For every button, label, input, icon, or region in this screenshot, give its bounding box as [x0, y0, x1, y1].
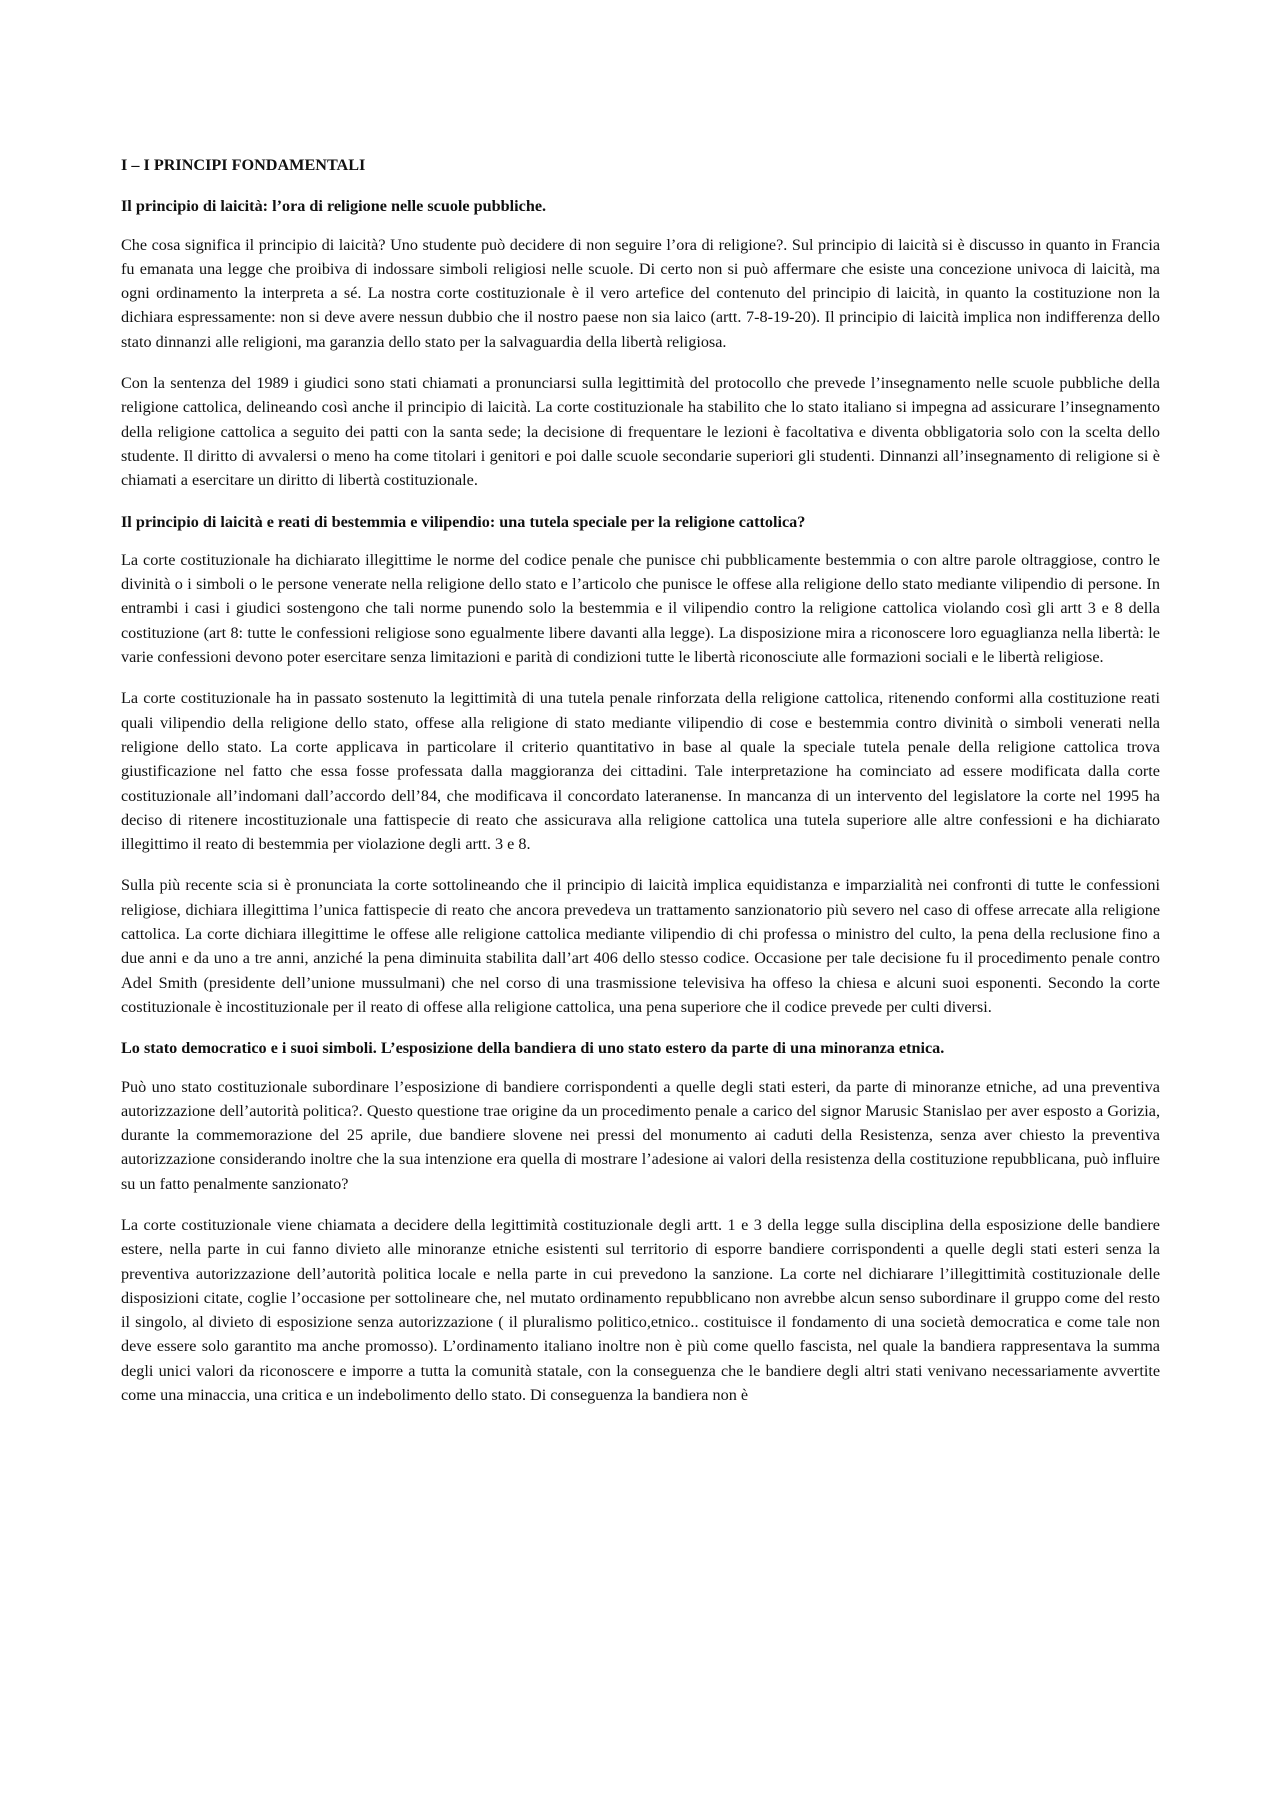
paragraph: Può uno stato costituzionale subordinare l’esposizione di bandiere corrispondenti a quelle degli stati esteri, da parte di minoranze etniche, ad una preventiva autorizzazione dell’autorità politica?. Questo questione trae origine da un procedimento penale a carico del signor Marusic Stanislao per aver esposto a Gorizia, durante la commemorazione del 25 aprile, due bandiere slovene nei pressi del monumento ai caduti della Resistenza, senza aver chiesto la preventiva autorizzazione considerando inoltre che la sua intenzione era quella di mostrare l’adesione ai valori della resistenza della costituzione repubblicana, può influire su un fatto penalmente sanzionato? — [121, 1077, 1160, 1193]
chapter-title: I – I PRINCIPI FONDAMENTALI — [121, 156, 366, 174]
document-body — [121, 153, 1160, 1424]
section-heading: Il principio di laicità: l’ora di religione nelle scuole pubbliche. — [121, 197, 547, 216]
paragraph: La corte costituzionale viene chiamata a decidere della legittimità costituzionale degli artt. 1 e 3 della legge sulla disciplina della esposizione delle bandiere estere, nella parte in cui fanno divieto alle minoranze etniche esistenti sul territorio di esporre bandiere corrispondenti a quelle degli stati esteri senza la preventiva autorizzazione dell’autorità politica locale e nella parte in cui prevedono la sanzione. La corte nel dichiarare l’illegittimità costituzionale delle disposizioni citate, coglie l’occasione per sottolineare che, nel mutato ordinamento repubblicano non avrebbe alcun senso subordinare il gruppo come del resto il singolo, al divieto di esposizione senza autorizzazione ( il pluralismo politico,etnico.. costituisce il fondamento di una società democratica e come tale non deve essere solo garantito ma anche promosso). L’ordinamento italiano inoltre non è più come quello fascista, nel quale la bandiera rappresentava la summa degli unici valori da riconoscere e imporre a tutta la comunità statale, con la conseguenza che le bandiere degli altri stati venivano necessariamente avvertite come una minaccia, una critica e un indebolimento dello stato. Di conseguenza la bandiera non è — [121, 1215, 1160, 1405]
paragraph: Che cosa significa il principio di laicità? Uno studente può decidere di non seguire l’ora di religione?. Sul principio di laicità si è discusso in quanto in Francia fu emanata una legge che proibiva di indossare simboli religiosi nelle scuole. Di certo non si può affermare che esiste una concezione univoca di laicità, ma ogni ordinamento la interpreta a sé. La nostra corte costituzionale è il vero artefice del contenuto del principio di laicità, in quanto la costituzione non la dichiara espressamente: non si deve avere nessun dubbio che il nostro paese non sia laico (artt. 7-8-19-20). Il principio di laicità implica non indifferenza dello stato dinnanzi alle religioni, ma garanzia dello stato per la salvaguardia della libertà religiosa. — [121, 235, 1160, 351]
section-heading: Il principio di laicità e reati di bestemmia e vilipendio: una tutela speciale per la religione cattolica? — [121, 512, 806, 531]
paragraph: La corte costituzionale ha dichiarato illegittime le norme del codice penale che punisce chi pubblicamente bestemmia o con altre parole oltraggiose, contro le divinità o i simboli o le persone venerate nella religione dello stato e l’articolo che punisce le offese alla religione dello stato mediante vilipendio di persone. In entrambi i casi i giudici sostengono che tali norme punendo solo la bestemmia e il vilipendio contro la religione cattolica violando così gli artt 3 e 8 della costituzione (art 8: tutte le confessioni religiose sono egualmente libere davanti alla legge). La disposizione mira a riconoscere loro eguaglianza nella libertà: le varie confessioni devono poter esercitare senza limitazioni e parità di condizioni tutte le libertà riconosciute alle formazioni sociali e le libertà religiose. — [121, 550, 1160, 667]
paragraph: Con la sentenza del 1989 i giudici sono stati chiamati a pronunciarsi sulla legittimità del protocollo che prevede l’insegnamento nelle scuole pubbliche della religione cattolica, delineando così anche il principio di laicità. La corte costituzionale ha stabilito che lo stato italiano si impegna ad assicurare l’insegnamento della religione cattolica a seguito dei patti con la santa sede; la decisione di frequentare le lezioni è facoltativa e diventa obbligatoria solo con la scelta dello studente. Il diritto di avvalersi o meno ha come titolari i genitori e poi dalle scuole secondarie superiori gli studenti. Dinnanzi all’insegnamento di religione si è chiamati a esercitare un diritto di libertà costituzionale. — [121, 374, 1160, 490]
paragraph: La corte costituzionale ha in passato sostenuto la legittimità di una tutela penale rinforzata della religione cattolica, ritenendo conformi alla costituzione reati quali vilipendio della religione dello stato, offese alla religione di stato mediante vilipendio di cose e bestemmia contro divinità o simboli venerati nella religione dello stato. La corte applicava in particolare il criterio quantitativo in base al quale la speciale tutela penale della religione cattolica trova giustificazione nel fatto che essa fosse professata dalla maggioranza dei cittadini. Tale interpretazione ha cominciato ad essere modificata dalla corte costituzionale all’indomani dall’accordo dell’84, che modificava il concordato lateranense. In mancanza di un intervento del legislatore la corte nel 1995 ha deciso di ritenere incostituzionale una fattispecie di reato che assicurava alla religione cattolica una tutela superiore alle altre confessioni e ha dichiarato illegittimo il reato di bestemmia per violazione degli artt. 3 e 8. — [121, 689, 1160, 854]
section-heading: Lo stato democratico e i suoi simboli. L’esposizione della bandiera di uno stato estero da parte di una minoranza etnica. — [121, 1039, 945, 1058]
paragraph: Sulla più recente scia si è pronunciata la corte sottolineando che il principio di laicità implica equidistanza e imparzialità nei confronti di tutte le confessioni religiose, dichiara illegittima l’unica fattispecie di reato che ancora prevedeva un trattamento sanzionatorio più severo nel caso di offese arrecate alla religione cattolica. La corte dichiara illegittime le offese alle religione cattolica mediante vilipendio di chi professa o ministro del culto, la pena della reclusione fino a due anni e da uno a tre anni, anziché la pena diminuita stabilita dall’art 406 dello stesso codice. Occasione per tale decisione fu il procedimento penale contro Adel Smith (presidente dell’unione mussulmani) che nel corso di una trasmissione televisiva ha offeso la chiesa e alcuni suoi esponenti. Secondo la corte costituzionale è incostituzionale per il reato di offese alla religione cattolica, una pena superiore che il codice prevede per culti diversi. — [121, 876, 1160, 1016]
